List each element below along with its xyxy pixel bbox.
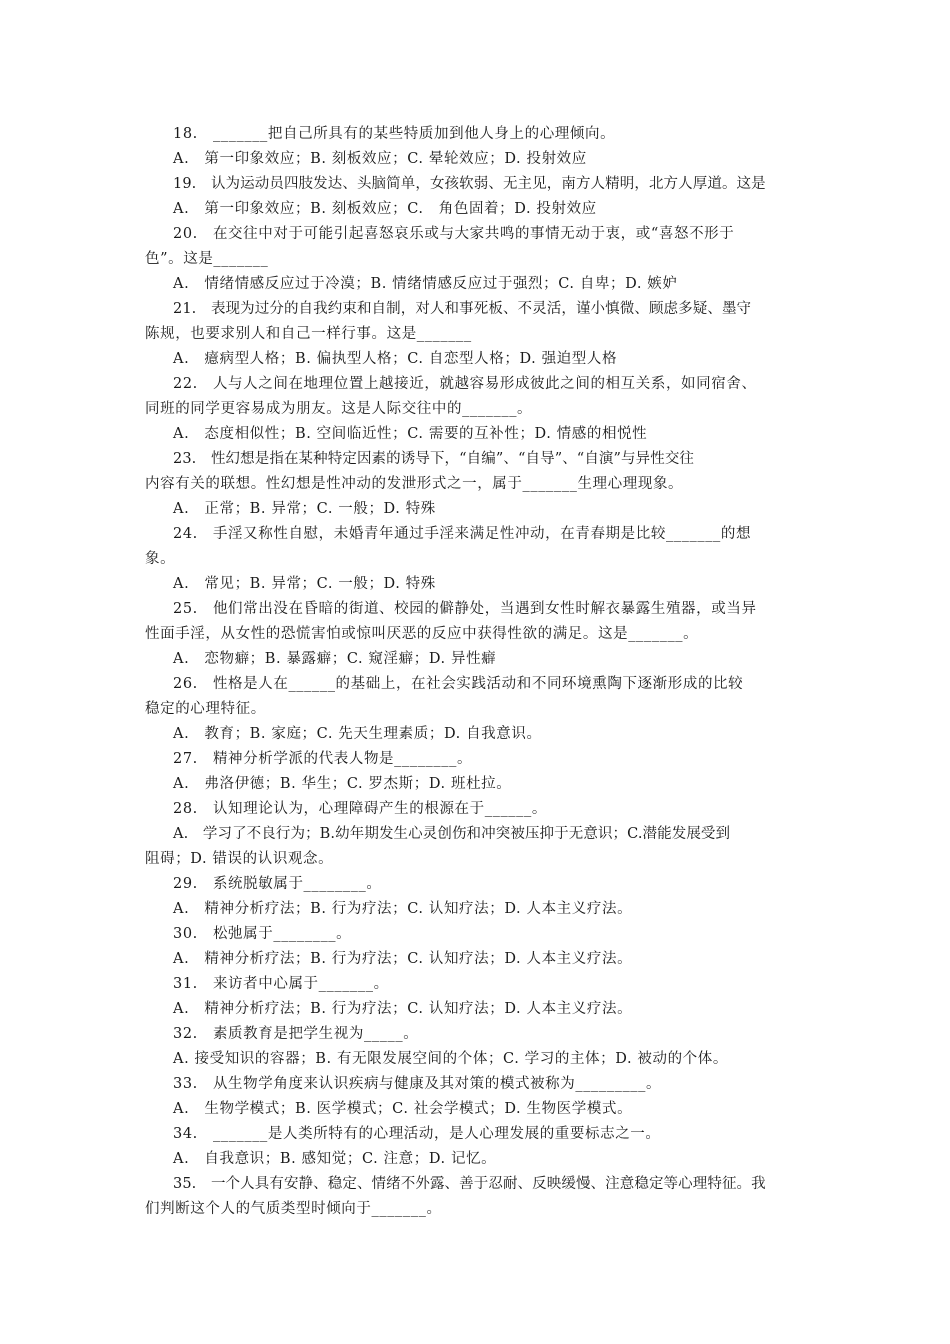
text-line: 26. 性格是人在______的基础上，在社会实践活动和不同环境熏陶下逐渐形成的比较 (173, 676, 744, 692)
text-line: A. 精神分析疗法；B. 行为疗法；C. 认知疗法；D. 人本主义疗法。 (173, 1001, 633, 1017)
text-line: A. 正常；B. 异常；C. 一般；D. 特殊 (173, 501, 436, 517)
text-line: 阻碍；D. 错误的认识观念。 (145, 851, 334, 867)
text-line: 33. 从生物学角度来认识疾病与健康及其对策的模式被称为_________。 (173, 1076, 662, 1092)
text-line: 稳定的心理特征。 (145, 701, 266, 717)
text-line: 性面手淫，从女性的恐慌害怕或惊叫厌恶的反应中获得性欲的满足。这是_______。 (145, 626, 699, 642)
text-line: A. 恋物癖；B. 暴露癖；C. 窥淫癖；D. 异性癖 (173, 651, 497, 667)
text-line: A. 情绪情感反应过于冷漠；B. 情绪情感反应过于强烈；C. 自卑；D. 嫉妒 (173, 276, 678, 292)
text-line: 同班的同学更容易成为朋友。这是人际交往中的_______。 (145, 401, 533, 417)
text-line: A. 常见；B. 异常；C. 一般；D. 特殊 (173, 576, 436, 592)
text-line: 20. 在交往中对于可能引起喜怒哀乐或与大家共鸣的事情无动于衷，或“喜怒不形于 (173, 226, 735, 242)
text-line: 29. 系统脱敏属于________。 (173, 876, 382, 892)
text-line: A. 教育；B. 家庭；C. 先天生理素质；D. 自我意识。 (173, 726, 542, 742)
text-line: 24. 手淫又称性自慰，未婚青年通过手淫来满足性冲动，在青春期是比较_______的想 (173, 526, 752, 542)
text-line: 32. 素质教育是把学生视为_____。 (173, 1026, 419, 1042)
text-line: 25. 他们常出没在昏暗的街道、校园的僻静处，当遇到女性时解衣暴露生殖器，或当异 (173, 601, 757, 617)
text-line: A. 生物学模式；B. 医学模式；C. 社会学模式；D. 生物医学模式。 (173, 1101, 633, 1117)
text-line: A. 第一印象效应；B. 刻板效应；C. 晕轮效应；D. 投射效应 (173, 151, 587, 167)
text-line: 27. 精神分析学派的代表人物是________。 (173, 751, 473, 767)
text-line: A. 精神分析疗法；B. 行为疗法；C. 认知疗法；D. 人本主义疗法。 (173, 951, 633, 967)
text-line: 34. _______是人类所特有的心理活动，是人心理发展的重要标志之一。 (173, 1126, 661, 1142)
text-line: A. 弗洛伊德；B. 华生；C. 罗杰斯；D. 班杜拉。 (173, 776, 512, 792)
text-line: A. 自我意识；B. 感知觉；C. 注意；D. 记忆。 (173, 1151, 497, 1167)
text-line: 21. 表现为过分的自我约束和自制，对人和事死板、不灵活，谨小慎微、顾虑多疑、墨守 (173, 301, 752, 317)
text-line: A. 第一印象效应；B. 刻板效应；C. 角色固着；D. 投射效应 (173, 201, 597, 217)
text-line: 28. 认知理论认为，心理障碍产生的根源在于______。 (173, 801, 547, 817)
text-line: 35. 一个人具有安静、稳定、情绪不外露、善于忍耐、反映缓慢、注意稳定等心理特征。我 (173, 1176, 766, 1192)
text-line: 18. _______把自己所具有的某些特质加到他人身上的心理倾向。 (173, 126, 616, 142)
text-line: A. 态度相似性；B. 空间临近性；C. 需要的互补性；D. 情感的相悦性 (173, 426, 648, 442)
text-line: 象。 (145, 551, 176, 567)
text-line: A. 精神分析疗法；B. 行为疗法；C. 认知疗法；D. 人本主义疗法。 (173, 901, 633, 917)
text-line: A. 学习了不良行为；B.幼年期发生心灵创伤和冲突被压抑于无意识；C.潜能发展受到 (173, 826, 731, 842)
text-line: 19. 认为运动员四肢发达、头脑简单，女孩软弱、无主见，南方人精明，北方人厚道。这是 (173, 176, 766, 192)
text-line: A. 接受知识的容器；B. 有无限发展空间的个体；C. 学习的主体；D. 被动的个体。 (173, 1051, 728, 1067)
text-line: 22. 人与人之间在地理位置上越接近，就越容易形成彼此之间的相互关系，如同宿舍、 (173, 376, 757, 392)
text-line: 陈规，也要求别人和自己一样行事。这是_______ (145, 326, 472, 342)
text-line: 们判断这个人的气质类型时倾向于_______。 (145, 1201, 442, 1217)
text-line: 23. 性幻想是指在某种特定因素的诱导下，“自编”、“自导”、“自演”与异性交往 (173, 451, 695, 467)
text-line: A. 癔病型人格；B. 偏执型人格；C. 自恋型人格；D. 强迫型人格 (173, 351, 618, 367)
question-list (145, 122, 807, 1222)
text-line: 30. 松弛属于________。 (173, 926, 352, 942)
text-line: 内容有关的联想。性幻想是性冲动的发泄形式之一，属于_______生理心理现象。 (145, 476, 684, 492)
text-line: 31. 来访者中心属于_______。 (173, 976, 389, 992)
text-line: 色”。这是_______ (145, 251, 269, 267)
